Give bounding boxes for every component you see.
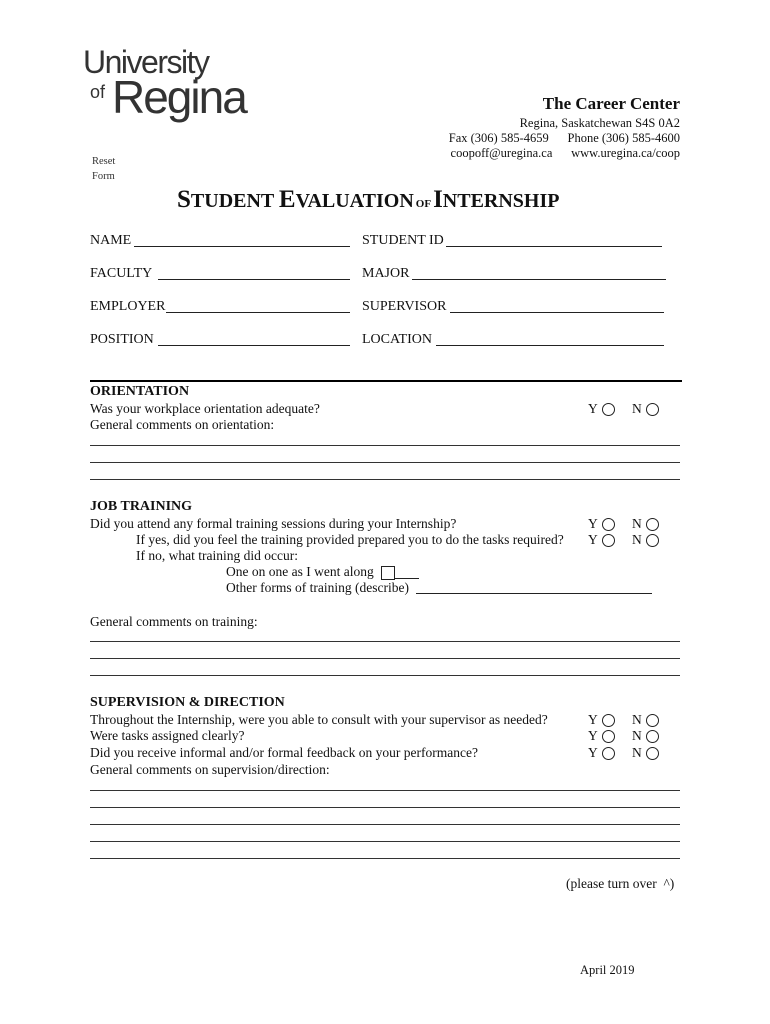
supervision-question-2: Were tasks assigned clearly? [90,728,245,743]
major-label: MAJOR [362,266,410,281]
logo-university: University [83,44,209,80]
supervision-q2-no: N [632,728,659,744]
orientation-no-radio[interactable] [646,403,659,416]
location-label: LOCATION [362,332,432,347]
logo-of: of [90,82,106,102]
supervision-q2-yes-radio[interactable] [602,730,615,743]
training-q2-yes: Y [588,532,615,548]
training-comment-line[interactable] [90,675,680,676]
training-q2-no-radio[interactable] [646,534,659,547]
reset-form-button[interactable] [92,154,115,184]
supervision-q3-no-radio[interactable] [646,747,659,760]
supervision-comment-line[interactable] [90,790,680,791]
supervision-heading: SUPERVISION & DIRECTION [90,695,285,710]
orientation-question: Was your workplace orientation adequate? [90,401,320,416]
position-input[interactable] [158,331,350,346]
logo-regina: Regina [112,71,246,123]
supervision-q1-no: N [632,712,659,728]
supervision-q3-yes-radio[interactable] [602,747,615,760]
training-question-3: If no, what training did occur: [136,548,298,563]
supervision-q3-no: N [632,745,659,761]
supervision-question-3: Did you receive informal and/or formal feedback on your performance? [90,745,478,760]
training-comment-line[interactable] [90,641,680,642]
employer-label: EMPLOYER [90,299,166,314]
training-question-1: Did you attend any formal training sessions during your Internship? [90,516,457,531]
page-title: STUDENT EVALUATION OFINTERNSHIP [177,186,560,213]
training-q1-no: N [632,516,659,532]
supervision-q1-no-radio[interactable] [646,714,659,727]
supervision-comment-line[interactable] [90,841,680,842]
career-center-title: The Career Center [542,94,680,113]
orientation-comment-line[interactable] [90,479,680,480]
orientation-yes: Y [588,401,615,417]
faculty-label: FACULTY [90,266,153,281]
training-question-2: If yes, did you feel the training provided prepared you to do the tasks required? [136,532,564,547]
one-on-one-checkbox[interactable] [381,566,395,580]
other-training-input[interactable] [416,580,652,594]
employer-input[interactable] [166,298,350,313]
training-option-1: One on one as I went along [226,564,419,580]
turn-over-note: (please turn over ^) [566,876,675,891]
supervision-q3-yes: Y [588,745,615,761]
supervision-q1-yes-radio[interactable] [602,714,615,727]
form-date: April 2019 [580,963,635,977]
reset-label-1: Reset [92,156,116,167]
fax-phone: Fax (306) 585-4659 Phone (306) 585-4600 [448,131,680,145]
training-q2-no: N [632,532,659,548]
supervision-question-1: Throughout the Internship, were you able to consult with your supervisor as needed? [90,712,548,727]
training-q2-yes-radio[interactable] [602,534,615,547]
faculty-input[interactable] [158,265,350,280]
training-comments-label: General comments on training: [90,614,258,629]
student-id-label: STUDENT ID [362,233,444,248]
training-heading: JOB TRAINING [90,499,193,514]
supervision-comment-line[interactable] [90,824,680,825]
orientation-no: N [632,401,659,417]
training-q1-yes: Y [588,516,615,532]
name-label: NAME [90,233,132,248]
address: Regina, Saskatchewan S4S 0A2 [519,116,680,130]
supervision-comment-line[interactable] [90,858,680,859]
supervision-comments-label: General comments on supervision/direction: [90,762,330,777]
training-option-2: Other forms of training (describe) [226,580,409,595]
orientation-heading: ORIENTATION [90,384,190,399]
training-q1-no-radio[interactable] [646,518,659,531]
supervision-q2-yes: Y [588,728,615,744]
email-web: coopoff@uregina.ca www.uregina.ca/coop [450,146,680,160]
supervisor-input[interactable] [450,298,664,313]
supervision-q1-yes: Y [588,712,615,728]
section-divider [90,380,682,382]
location-input[interactable] [436,331,664,346]
training-comment-line[interactable] [90,658,680,659]
supervision-q2-no-radio[interactable] [646,730,659,743]
supervision-comment-line[interactable] [90,807,680,808]
position-label: POSITION [90,332,154,347]
supervisor-label: SUPERVISOR [362,299,447,314]
orientation-comment-line[interactable] [90,462,680,463]
orientation-yes-radio[interactable] [602,403,615,416]
major-input[interactable] [412,265,666,280]
reset-label-2: Form [92,171,115,182]
student-id-input[interactable] [446,232,662,247]
orientation-comments-label: General comments on orientation: [90,417,275,432]
training-q1-yes-radio[interactable] [602,518,615,531]
orientation-comment-line[interactable] [90,445,680,446]
name-input[interactable] [134,232,350,247]
